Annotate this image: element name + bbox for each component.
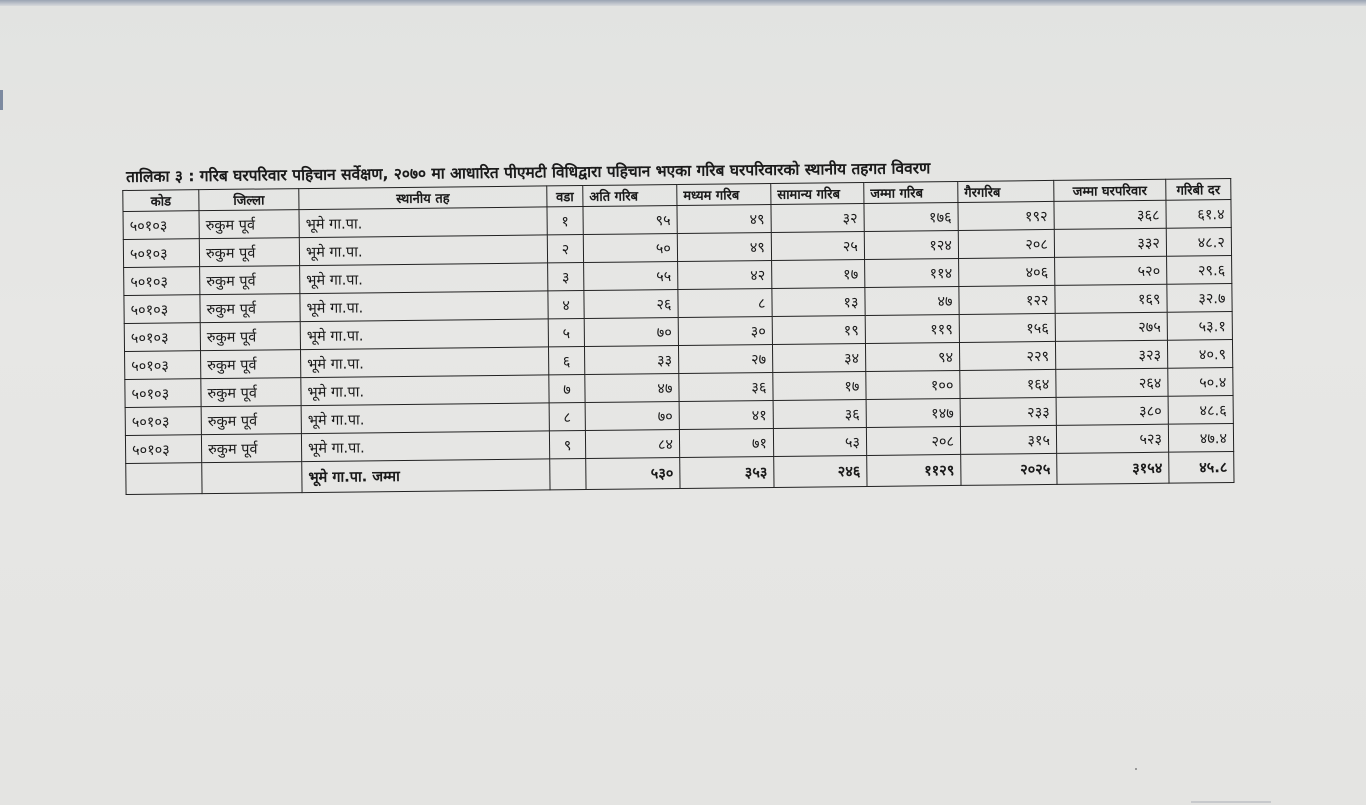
non-poor-cell: २२९ <box>959 341 1055 370</box>
extreme-poor-cell: २६ <box>584 289 678 318</box>
non-poor-cell: १९२ <box>958 201 1054 230</box>
non-poor-cell: २३३ <box>960 397 1056 426</box>
code-cell: ५०१०३ <box>124 323 200 352</box>
district-cell: रुकुम पूर्व <box>200 322 300 351</box>
extreme-poor-cell: ९५ <box>583 205 677 234</box>
total-households-cell: २६४ <box>1056 368 1168 397</box>
table-body <box>123 200 1234 495</box>
local-level-cell: भूमे गा.पा. <box>300 319 548 350</box>
ward-cell: ६ <box>548 347 584 375</box>
header-total-poor: जम्मा गरिब <box>864 181 958 203</box>
table-container <box>122 153 1236 495</box>
total-code-cell <box>126 463 202 495</box>
total-poor-cell: १४७ <box>866 398 960 427</box>
district-cell: रुकुम पूर्व <box>201 378 301 407</box>
code-cell: ५०१०३ <box>124 295 200 324</box>
non-poor-cell: १६४ <box>960 369 1056 398</box>
header-middle-poor: मध्यम गरिब <box>677 183 771 205</box>
poverty-rate-cell: ४०.९ <box>1167 339 1232 368</box>
header-code: कोड <box>123 190 199 212</box>
ward-cell: १ <box>547 207 583 235</box>
non-poor-cell: ३१५ <box>960 425 1056 454</box>
normal-poor-cell: १७ <box>773 371 866 400</box>
middle-poor-cell: २७ <box>678 344 772 373</box>
total-non-poor-cell: २०२५ <box>961 453 1057 485</box>
code-cell: ५०१०३ <box>125 351 201 380</box>
total-local-level-cell: भूमे गा.पा. जम्मा <box>302 459 550 493</box>
total-middle-poor-cell: ३५३ <box>680 456 774 488</box>
ward-cell: ४ <box>548 291 584 319</box>
local-level-cell: भूमे गा.पा. <box>301 431 549 462</box>
total-poor-cell: १२४ <box>864 230 958 259</box>
normal-poor-cell: १३ <box>772 287 865 316</box>
middle-poor-cell: ८ <box>678 288 772 317</box>
middle-poor-cell: ३६ <box>679 372 773 401</box>
total-poor-cell: १०० <box>866 370 960 399</box>
local-level-cell: भूमे गा.पा. <box>300 263 548 294</box>
poverty-rate-cell: ६१.४ <box>1166 200 1231 229</box>
total-households-cell: ३३२ <box>1054 228 1166 257</box>
table-title: तालिका ३ : गरिब घरपरिवार पहिचान सर्वेक्षण, २०७० मा आधारित पीएमटी विधिद्वारा पहिचान भएका गरिब घरपरिवारको स्थानीय तहगत विवरण <box>126 159 931 186</box>
poverty-rate-cell: ३२.७ <box>1167 283 1232 312</box>
normal-poor-cell: १९ <box>772 315 865 344</box>
normal-poor-cell: १७ <box>772 259 865 288</box>
poverty-rate-cell: ५०.४ <box>1168 367 1233 396</box>
total-poor-cell: ११४ <box>865 258 959 287</box>
extreme-poor-cell: ३३ <box>584 345 678 374</box>
poverty-table <box>122 178 1234 495</box>
total-poor-cell: १७६ <box>864 202 958 231</box>
non-poor-cell: ४०६ <box>959 257 1055 286</box>
total-households-cell: ३२३ <box>1055 340 1167 369</box>
total-poor-cell: ४७ <box>865 286 959 315</box>
extreme-poor-cell: ८४ <box>585 429 679 458</box>
total-households-cell: ५२० <box>1055 256 1167 285</box>
total-poor-cell: २०८ <box>866 426 960 455</box>
non-poor-cell: २०८ <box>958 229 1054 258</box>
ward-cell: २ <box>547 235 583 263</box>
total-households-cell: ३८० <box>1056 396 1168 425</box>
poverty-rate-cell: २९.६ <box>1167 255 1232 284</box>
header-local-level: स्थानीय तह <box>299 186 547 210</box>
header-district: जिल्ला <box>199 189 299 211</box>
poverty-rate-cell: ४८.२ <box>1166 228 1231 257</box>
local-level-cell: भूमे गा.पा. <box>299 207 547 238</box>
district-cell: रुकुम पूर्व <box>199 238 299 267</box>
extreme-poor-cell: ५५ <box>584 261 678 290</box>
total-households-cell: ५२३ <box>1056 424 1168 453</box>
district-cell: रुकुम पूर्व <box>200 294 300 323</box>
middle-poor-cell: ४१ <box>679 400 773 429</box>
local-level-cell: भूमे गा.पा. <box>301 347 549 378</box>
middle-poor-cell: ४९ <box>677 232 771 261</box>
header-non-poor: गैरगरिब <box>958 180 1054 202</box>
normal-poor-cell: ३२ <box>771 203 864 232</box>
total-poor-cell: ९४ <box>865 342 959 371</box>
header-extreme-poor: अति गरिब <box>583 184 677 206</box>
scan-speck <box>1135 768 1137 770</box>
ward-cell: ९ <box>549 431 585 459</box>
normal-poor-cell: २५ <box>771 231 864 260</box>
total-extreme-poor-cell: ५३० <box>586 457 680 489</box>
ward-cell: ५ <box>548 319 584 347</box>
poverty-rate-cell: ४८.६ <box>1168 395 1233 424</box>
ward-cell: ३ <box>548 263 584 291</box>
normal-poor-cell: ५३ <box>773 427 866 456</box>
total-total-poor-cell: ११२९ <box>867 454 961 486</box>
total-normal-poor-cell: २४६ <box>774 455 867 487</box>
total-district-cell <box>202 462 302 494</box>
total-households-cell: १६९ <box>1055 284 1167 313</box>
total-total-households-cell: ३१५४ <box>1057 452 1169 484</box>
local-level-cell: भूमे गा.पा. <box>299 235 547 266</box>
poverty-rate-cell: ५३.१ <box>1167 311 1232 340</box>
extreme-poor-cell: ५० <box>583 233 677 262</box>
extreme-poor-cell: ४७ <box>585 373 679 402</box>
code-cell: ५०१०३ <box>124 267 200 296</box>
header-ward: वडा <box>547 186 583 207</box>
middle-poor-cell: ४२ <box>678 260 772 289</box>
header-normal-poor: सामान्य गरिब <box>771 182 864 204</box>
scan-edge <box>0 0 1366 6</box>
district-cell: रुकुम पूर्व <box>201 406 301 435</box>
code-cell: ५०१०३ <box>125 407 201 436</box>
non-poor-cell: १२२ <box>959 285 1055 314</box>
header-poverty-rate: गरिबी दर <box>1166 179 1231 201</box>
local-level-cell: भूमे गा.पा. <box>301 375 549 406</box>
district-cell: रुकुम पूर्व <box>199 210 299 239</box>
total-poor-cell: ११९ <box>865 314 959 343</box>
total-households-cell: ३६८ <box>1054 200 1166 229</box>
non-poor-cell: १५६ <box>959 313 1055 342</box>
total-ward-cell <box>550 458 586 489</box>
total-poverty-rate-cell: ४५.८ <box>1169 451 1234 483</box>
poverty-rate-cell: ४७.४ <box>1168 423 1233 452</box>
code-cell: ५०१०३ <box>123 211 199 240</box>
extreme-poor-cell: ७० <box>584 317 678 346</box>
district-cell: रुकुम पूर्व <box>200 266 300 295</box>
ward-cell: ८ <box>549 403 585 431</box>
code-cell: ५०१०३ <box>125 379 201 408</box>
middle-poor-cell: ३० <box>678 316 772 345</box>
ward-cell: ७ <box>549 375 585 403</box>
header-total-households: जम्मा घरपरिवार <box>1054 179 1166 201</box>
local-level-cell: भूमे गा.पा. <box>300 291 548 322</box>
district-cell: रुकुम पूर्व <box>201 434 301 463</box>
extreme-poor-cell: ७० <box>585 401 679 430</box>
normal-poor-cell: ३६ <box>773 399 866 428</box>
code-cell: ५०१०३ <box>125 435 201 464</box>
normal-poor-cell: ३४ <box>772 343 865 372</box>
middle-poor-cell: ७१ <box>679 428 773 457</box>
local-level-cell: भूमे गा.पा. <box>301 403 549 434</box>
district-cell: रुकुम पूर्व <box>201 350 301 379</box>
code-cell: ५०१०३ <box>123 239 199 268</box>
scan-mark-bottom <box>1191 801 1271 803</box>
middle-poor-cell: ४९ <box>677 204 771 233</box>
total-households-cell: २७५ <box>1055 312 1167 341</box>
scan-mark <box>0 90 3 110</box>
